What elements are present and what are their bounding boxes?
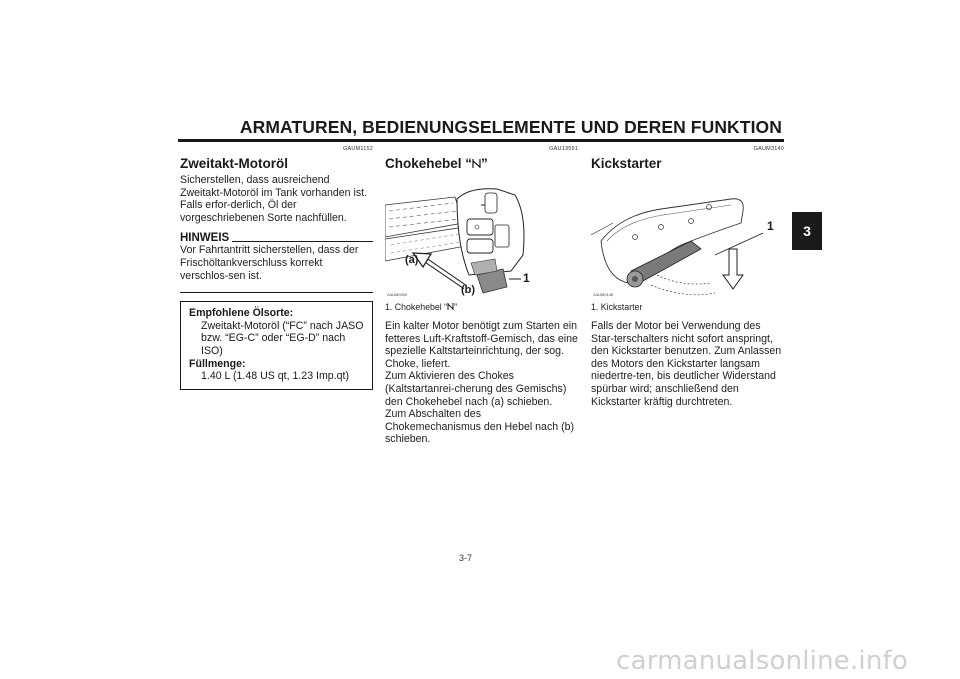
choke-label-b: (b)	[461, 284, 476, 296]
choke-heading-end: ”	[481, 156, 488, 171]
choke-lever-illustration	[385, 175, 578, 298]
section-code: GAUM3140	[753, 146, 784, 152]
choke-symbol-icon	[472, 158, 481, 169]
kickstarter-image-code: ZAUM0146	[593, 292, 614, 297]
choke-figure	[385, 175, 578, 298]
kickstarter-body-text: Falls der Motor bei Verwendung des Star-terschalters nicht sofort anspringt, den Kickstarter benutzen. Zum Anlassen des Motors den Kickstarter langsam niedertre-ten, bis deutlicher Widerstand spürbar wird; anschließend den Kickstarter kräftig durchtreten.	[591, 320, 782, 408]
note-title	[180, 232, 373, 244]
choke-caption-end: ”	[454, 302, 458, 312]
spec-box	[180, 301, 373, 390]
note-title-text: HINWEIS	[180, 232, 230, 245]
section-heading-oil: Zweitakt-Motoröl	[180, 156, 288, 171]
section-code: GAUM1152	[343, 146, 373, 152]
section-heading-kickstarter: Kickstarter	[591, 156, 662, 171]
chapter-tab: 3	[792, 212, 822, 250]
column-oil	[180, 146, 373, 390]
choke-heading-text: Chokehebel “	[385, 156, 473, 171]
note-rule	[232, 241, 373, 242]
choke-body-text: Ein kalter Motor benötigt zum Starten ein fetteres Luft-Kraftstoff-Gemisch, das eine spezielle Kaltstarteinrichtung, der sog. Choke, liefert. Zum Aktivieren des Chokes (Kaltstartanrei-cherung des Gemischs) den Chokehebel nach (a) schieben. Zum Abschalten des Chokemechanismus den Hebel nach (b) schieben.	[385, 320, 578, 446]
choke-caption	[385, 302, 578, 312]
kickstarter-figure	[591, 175, 784, 298]
spec-value-capacity: 1.40 L (1.48 US qt, 1.23 Imp.qt)	[201, 370, 350, 383]
oil-body-text: Sicherstellen, dass ausreichend Zweitakt-Motoröl im Tank vorhanden ist. Falls erfor-derlich, Öl der vorgeschriebenen Sorte nachfüllen.	[180, 174, 368, 224]
choke-label-a: (a)	[405, 254, 419, 266]
column-choke	[385, 146, 578, 446]
note-text: Vor Fahrtantritt sicherstellen, dass der Frischöltankverschluss korrekt verschlos-sen ist.	[180, 244, 359, 282]
kickstarter-callout-1: 1	[767, 219, 774, 233]
page-header-title: ARMATUREN, BEDIENUNGSELEMENTE UND DEREN FUNKTION	[239, 117, 782, 137]
section-code: GAU13591	[549, 146, 578, 152]
spec-label-oil-type: Empfohlene Ölsorte:	[189, 307, 294, 320]
kickstarter-caption: 1. Kickstarter	[591, 302, 643, 312]
section-heading-choke	[385, 156, 578, 171]
choke-callout-1: 1	[523, 271, 530, 285]
column-kickstarter	[591, 146, 784, 408]
spec-label-capacity: Füllmenge:	[189, 357, 246, 370]
watermark: carmanualsonline.info	[616, 646, 908, 676]
page-number: 3-7	[459, 553, 473, 563]
kickstarter-illustration	[591, 175, 784, 298]
choke-image-code: ZAUM0300	[387, 292, 408, 297]
note-end-rule	[180, 292, 373, 293]
header-rule	[178, 139, 784, 142]
spec-value-oil-type: Zweitakt-Motoröl (“FC” nach JASO bzw. “EG-C” oder “EG-D” nach ISO)	[201, 319, 364, 357]
choke-caption-text: 1. Chokehebel “	[385, 302, 448, 312]
